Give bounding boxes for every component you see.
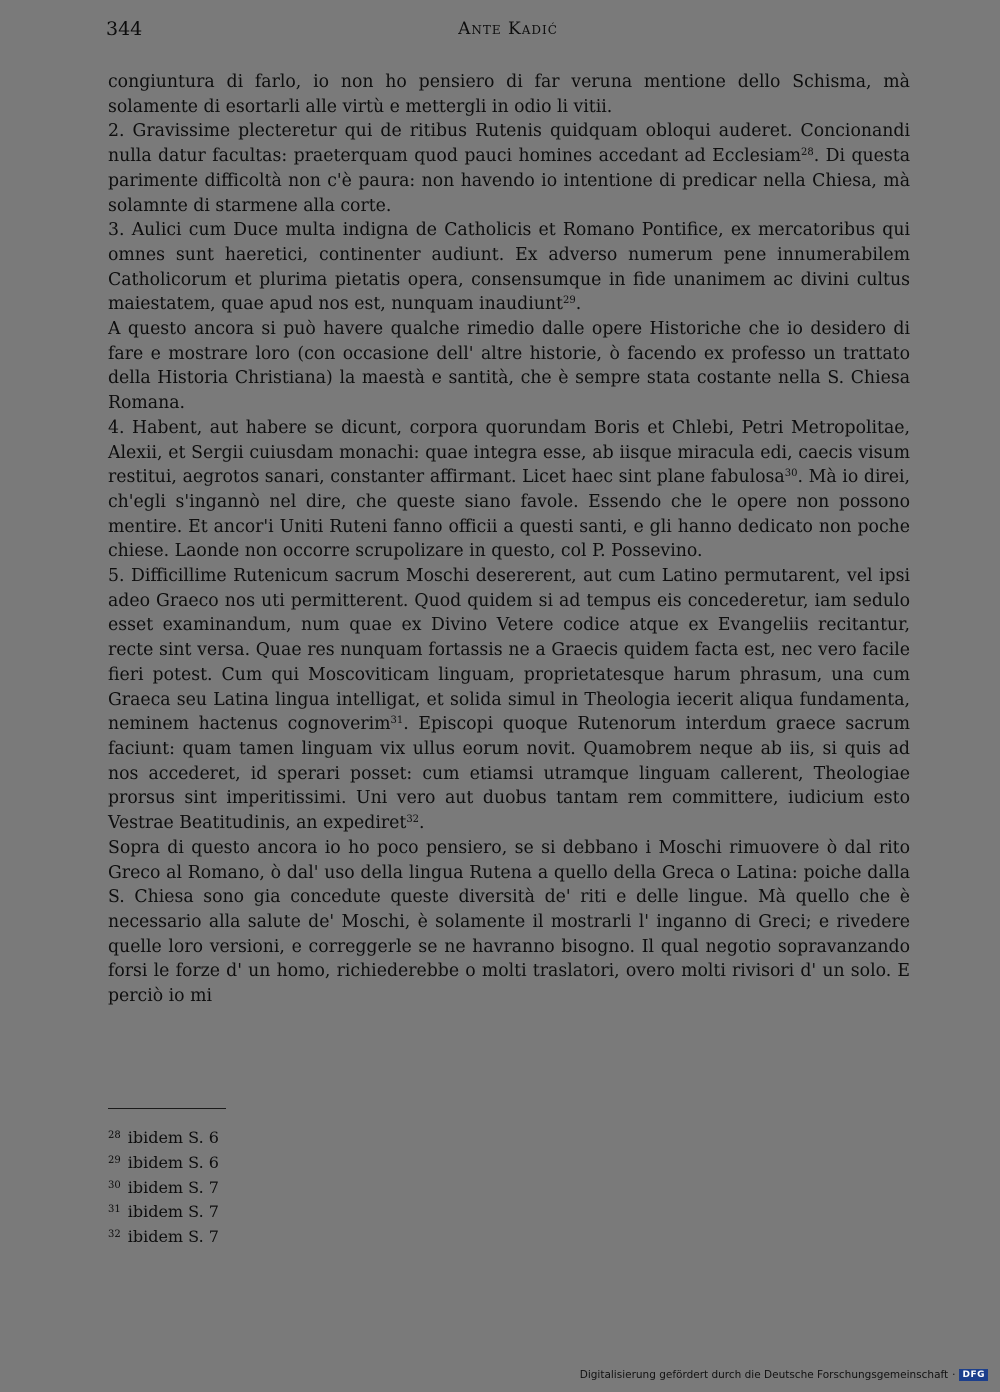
footnote-number: 28 xyxy=(108,1130,121,1141)
footnote xyxy=(108,1225,508,1250)
footnote xyxy=(108,1200,508,1225)
paragraph-text: 4. Habent, aut habere se dicunt, corpora quorundam Boris et Chlebi, Petri Metropolitae, Alexii, et Sergii cuiusdam monachi: quae integra esse, ab iisque miracula edi, caecis visum restitui, aegrotos sanari, constanter affirmant. Licet haec sint plane fabulosa xyxy=(108,417,910,488)
footnote xyxy=(108,1151,508,1176)
credit-separator: · xyxy=(952,1369,956,1381)
paragraph xyxy=(108,317,910,416)
paragraph-text: . Di questa parimente difficoltà non c'è paura: non havendo io intentione di predicar nella Chiesa, mà solamnte di starmene alla corte. xyxy=(108,146,910,216)
footnotes xyxy=(108,1126,508,1250)
footnote-text: ibidem S. 7 xyxy=(127,1177,219,1197)
paragraph-text: 3. Aulici cum Duce multa indigna de Catholicis et Romano Pontifice, ex mercatoribus qui omnes sunt haeretici, continenter audiunt. Ex adverso numerum pene innumerabilem Catholicorum et plurima pietatis opera, consensumque in fide unanimem ac divini cultus maiestatem, quae apud nos est, nunquam inaudiunt xyxy=(108,220,910,315)
digitization-credit xyxy=(580,1366,988,1384)
paragraph xyxy=(108,836,910,1009)
paragraph-text: Sopra di questo ancora io ho poco pensiero, se si debbano i Moschi rimuovere ò dal rito Greco al Romano, ò dal' uso della lingua Rutena a quello della Greca o Latina: poiche dalla S. Chiesa sono gia concedute queste diversità de' riti e delle lingue. Mà quello che è necessario alla salute de' Moschi, è solamente il mostrarli l' inganno di Greci; e rivedere quelle loro versioni, e correggerle se ne havranno bisogno. Il qual negotio sopravanzando forsi le forze d' un homo, richiederebbe o molti traslatori, overo molti rivisori d' un solo. E perciò io mi xyxy=(108,837,910,1007)
footnote-text: ibidem S. 6 xyxy=(127,1128,219,1147)
footnote-number: 29 xyxy=(108,1154,121,1166)
paragraph xyxy=(108,416,910,564)
paragraph xyxy=(108,70,910,119)
footnote-reference: 28 xyxy=(800,147,814,159)
footnote-rule xyxy=(108,1108,226,1109)
footnote xyxy=(108,1176,508,1201)
dfg-logo: DFG xyxy=(959,1369,988,1381)
credit-text: Digitalisierung gefördert durch die Deutsche Forschungsgemeinschaft xyxy=(579,1369,949,1381)
paragraph xyxy=(108,119,910,218)
footnote-number: 31 xyxy=(108,1204,121,1216)
footnote-reference: 29 xyxy=(562,295,576,307)
page-header xyxy=(106,18,910,48)
paragraph-text: . xyxy=(419,813,425,834)
paragraph xyxy=(108,564,910,836)
footnote-text: ibidem S. 7 xyxy=(127,1202,219,1222)
body-text xyxy=(108,70,910,1009)
footnote-number: 32 xyxy=(108,1229,121,1241)
footnote xyxy=(108,1126,508,1151)
paragraph-text: congiuntura di farlo, io non ho pensiero di far veruna mentione dello Schisma, mà solamente di esortarli alle virtù e mettergli in odio li vitii. xyxy=(108,72,910,117)
paragraph-text: A questo ancora si può havere qualche rimedio dalle opere Historiche che io desidero di fare e mostrare loro (con occasione dell' altre historie, ò facendo ex professo un trattato della Historia Christiana) la maestà e santità, che è sempre stata costante nella S. Chiesa Romana. xyxy=(108,319,910,414)
footnote-text: ibidem S. 7 xyxy=(127,1227,219,1247)
footnote-text: ibidem S. 6 xyxy=(127,1152,219,1172)
footnote-reference: 30 xyxy=(784,468,798,480)
page-number: 344 xyxy=(106,18,143,40)
footnote-reference: 32 xyxy=(406,814,420,826)
paragraph-text: . Episcopi quoque Rutenorum interdum graece sacrum faciunt: quam tamen linguam vix ullus eorum novit. Quamobrem neque ab iis, si quis ad nos accederet, id sperari posset: cum etiamsi utramque linguam callerent, Theologiae prorsus sint imperitissimi. Uni vero aut duobus tantam rem committere, iudicium esto Vestrae Beatitudinis, an expediret xyxy=(108,714,910,834)
paragraph-text: . Mà io direi, ch'egli s'ingannò nel dire, che queste siano favole. Essendo che le opere non possono mentire. Et ancor'i Uniti Ruteni fanno officii a questi santi, e gli hanno dedicato non poche chiese. Laonde non occorre scrupolizare in questo, col P. Possevino. xyxy=(108,467,910,562)
running-head: Ante Kadić xyxy=(458,19,558,39)
paragraph xyxy=(108,218,910,317)
footnote-reference: 31 xyxy=(390,715,404,727)
paragraph-text: 2. Gravissime plecteretur qui de ritibus Rutenis quidquam obloqui auderet. Concionandi nulla datur facultas: praeterquam quod pauci homines accedant ad Ecclesiam xyxy=(108,121,910,167)
footnote-number: 30 xyxy=(108,1179,121,1191)
paragraph-text: 5. Difficillime Rutenicum sacrum Moschi desererent, aut cum Latino permutarent, vel ipsi adeo Graeco nos uti permitterent. Quod quidem si ad tempus eis concederetur, iam sedulo esset examinandum, num quae ex Divino Vetere codice atque ex Evangeliis recitantur, recte sint versa. Quae res nunquam fortassis ne a Graecis quidem facta est, nec vero facile fieri potest. Cum qui Moscoviticam linguam, proprietatesque harum phrasum, una cum Graeca seu Latina lingua intelligat, et solida simul in Theologia iecerit aliqua fundamenta, neminem hactenus cognoverim xyxy=(108,566,910,735)
paragraph-text: . xyxy=(575,294,582,315)
